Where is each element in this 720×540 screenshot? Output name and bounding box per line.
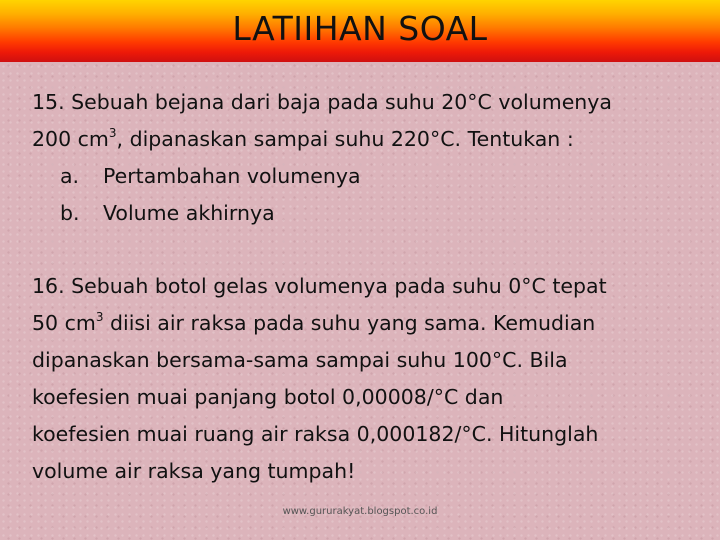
question-15-line-1: [32, 84, 700, 121]
question-15-item-b: [60, 195, 700, 232]
item-marker-a: a.: [60, 164, 80, 188]
question-16: [32, 268, 700, 490]
item-marker-b: b.: [60, 201, 80, 225]
question-16-line-5: koefesien muai ruang air raksa 0,000182/°C. Hitunglah: [32, 422, 599, 446]
question-16-line-2: [32, 305, 700, 342]
question-16-text-2b: diisi air raksa pada suhu yang sama. Kemudian: [103, 311, 596, 335]
page-title: LATIIHAN SOAL: [232, 9, 488, 48]
item-text-b: Volume akhirnya: [103, 201, 275, 225]
question-16-number: 16.: [32, 274, 65, 298]
question-16-superscript: 3: [95, 310, 104, 324]
title-bar: [0, 0, 720, 62]
question-15-items: [60, 158, 700, 232]
footer-url: www.gururakyat.blogspot.co.id: [282, 506, 438, 517]
question-15-line-2: [32, 121, 700, 158]
question-16-line-6: volume air raksa yang tumpah!: [32, 459, 356, 483]
question-16-line-1: [32, 268, 700, 305]
question-16-text-2a: 50 cm: [32, 311, 96, 335]
question-15-text-2b: , dipanaskan sampai suhu 220°C. Tentukan :: [116, 127, 574, 151]
question-15-text-2a: 200 cm: [32, 127, 109, 151]
question-16-line-3: dipanaskan bersama-sama sampai suhu 100°C. Bila: [32, 348, 568, 372]
question-15-superscript: 3: [108, 126, 117, 140]
question-15-text-1: Sebuah bejana dari baja pada suhu 20°C volumenya: [71, 90, 612, 114]
question-15-item-a: [60, 158, 700, 195]
item-text-a: Pertambahan volumenya: [103, 164, 361, 188]
question-15-number: 15.: [32, 90, 65, 114]
question-list: [32, 84, 700, 490]
question-16-text-1: Sebuah botol gelas volumenya pada suhu 0°C tepat: [71, 274, 607, 298]
question-16-line-4: koefesien muai panjang botol 0,00008/°C dan: [32, 385, 504, 409]
question-15: [32, 84, 700, 232]
